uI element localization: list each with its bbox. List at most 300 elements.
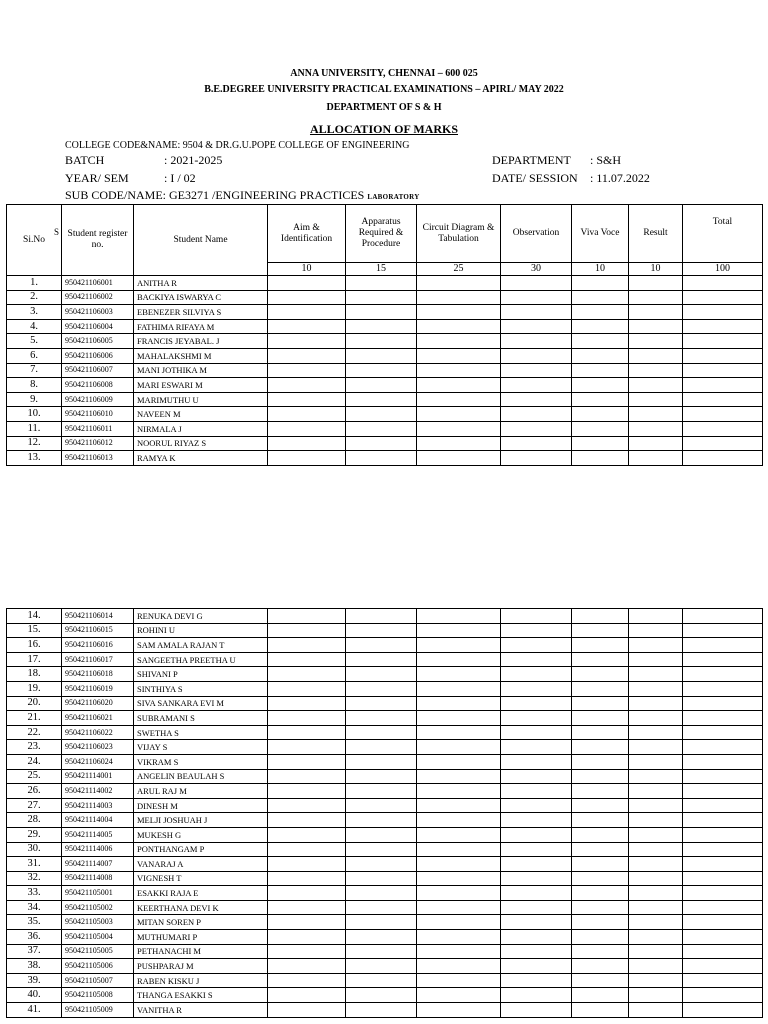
mark-cell[interactable]: [417, 842, 501, 857]
mark-cell[interactable]: [346, 378, 417, 393]
mark-cell[interactable]: [268, 711, 346, 726]
mark-cell[interactable]: [268, 378, 346, 393]
mark-cell[interactable]: [417, 725, 501, 740]
mark-cell[interactable]: [629, 871, 683, 886]
table-body-page-1: [7, 276, 763, 466]
mark-cell[interactable]: [501, 652, 572, 667]
mark-cell[interactable]: [417, 638, 501, 653]
mark-cell[interactable]: [346, 1003, 417, 1018]
mark-cell[interactable]: [629, 392, 683, 407]
table-row: [7, 842, 763, 857]
mark-cell[interactable]: [268, 784, 346, 799]
mark-cell[interactable]: [629, 451, 683, 466]
mark-cell[interactable]: [572, 842, 629, 857]
mark-cell[interactable]: [268, 348, 346, 363]
mark-cell[interactable]: [268, 886, 346, 901]
mark-cell[interactable]: [629, 900, 683, 915]
row-sno: 17.: [7, 652, 62, 667]
mark-cell[interactable]: [501, 378, 572, 393]
mark-cell[interactable]: [268, 769, 346, 784]
mark-cell[interactable]: [683, 842, 763, 857]
mark-cell[interactable]: [629, 305, 683, 320]
mark-cell[interactable]: [629, 681, 683, 696]
mark-cell[interactable]: [346, 886, 417, 901]
mark-cell[interactable]: [501, 827, 572, 842]
mark-cell[interactable]: [572, 436, 629, 451]
mark-cell[interactable]: [572, 652, 629, 667]
mark-cell[interactable]: [346, 740, 417, 755]
mark-cell[interactable]: [572, 407, 629, 422]
mark-cell[interactable]: [572, 305, 629, 320]
mark-cell[interactable]: [572, 276, 629, 291]
mark-cell[interactable]: [572, 392, 629, 407]
mark-cell[interactable]: [501, 407, 572, 422]
mark-cell[interactable]: [346, 334, 417, 349]
mark-cell[interactable]: [346, 290, 417, 305]
mark-cell[interactable]: [501, 711, 572, 726]
mark-cell[interactable]: [417, 711, 501, 726]
mark-cell[interactable]: [629, 290, 683, 305]
mark-cell[interactable]: [268, 407, 346, 422]
mark-cell[interactable]: [683, 305, 763, 320]
mark-cell[interactable]: [417, 609, 501, 624]
mark-cell[interactable]: [572, 609, 629, 624]
mark-cell[interactable]: [683, 857, 763, 872]
mark-cell[interactable]: [346, 784, 417, 799]
mark-cell[interactable]: [683, 623, 763, 638]
mark-cell[interactable]: [683, 392, 763, 407]
mark-cell[interactable]: [346, 609, 417, 624]
mark-cell[interactable]: [501, 421, 572, 436]
mark-cell[interactable]: [417, 451, 501, 466]
mark-cell[interactable]: [346, 436, 417, 451]
mark-cell[interactable]: [683, 769, 763, 784]
mark-cell[interactable]: [268, 638, 346, 653]
mark-cell[interactable]: [501, 1003, 572, 1018]
mark-cell[interactable]: [629, 652, 683, 667]
mark-cell[interactable]: [268, 857, 346, 872]
mark-cell[interactable]: [683, 813, 763, 828]
mark-cell[interactable]: [683, 711, 763, 726]
mark-cell[interactable]: [417, 652, 501, 667]
mark-cell[interactable]: [629, 378, 683, 393]
mark-cell[interactable]: [629, 421, 683, 436]
mark-cell[interactable]: [417, 290, 501, 305]
mark-cell[interactable]: [268, 871, 346, 886]
mark-cell[interactable]: [268, 725, 346, 740]
mark-cell[interactable]: [417, 681, 501, 696]
mark-cell[interactable]: [268, 696, 346, 711]
mark-cell[interactable]: [572, 711, 629, 726]
mark-cell[interactable]: [501, 959, 572, 974]
mark-cell[interactable]: [572, 740, 629, 755]
mark-cell[interactable]: [572, 886, 629, 901]
mark-cell[interactable]: [572, 944, 629, 959]
mark-cell[interactable]: [629, 319, 683, 334]
mark-cell[interactable]: [629, 988, 683, 1003]
mark-cell[interactable]: [572, 696, 629, 711]
mark-cell[interactable]: [268, 930, 346, 945]
mark-cell[interactable]: [417, 813, 501, 828]
mark-cell[interactable]: [629, 754, 683, 769]
mark-cell[interactable]: [268, 290, 346, 305]
row-sno: 8.: [7, 378, 62, 393]
mark-cell[interactable]: [683, 451, 763, 466]
mark-cell[interactable]: [501, 784, 572, 799]
mark-cell[interactable]: [268, 959, 346, 974]
mark-cell[interactable]: [683, 900, 763, 915]
mark-cell[interactable]: [501, 930, 572, 945]
mark-cell[interactable]: [683, 725, 763, 740]
mark-cell[interactable]: [629, 667, 683, 682]
mark-cell[interactable]: [629, 276, 683, 291]
mark-cell[interactable]: [268, 944, 346, 959]
table-row: [7, 988, 763, 1003]
mark-cell[interactable]: [501, 319, 572, 334]
mark-cell[interactable]: [572, 319, 629, 334]
mark-cell[interactable]: [629, 711, 683, 726]
mark-cell[interactable]: [501, 276, 572, 291]
mark-cell[interactable]: [629, 973, 683, 988]
mark-cell[interactable]: [268, 436, 346, 451]
mark-cell[interactable]: [268, 623, 346, 638]
row-register-no: 950421105005: [62, 944, 134, 959]
mark-cell[interactable]: [683, 436, 763, 451]
mark-cell[interactable]: [501, 667, 572, 682]
mark-cell[interactable]: [268, 363, 346, 378]
mark-cell[interactable]: [572, 784, 629, 799]
mark-cell[interactable]: [683, 886, 763, 901]
mark-cell[interactable]: [417, 363, 501, 378]
mark-cell[interactable]: [629, 1003, 683, 1018]
mark-cell[interactable]: [629, 696, 683, 711]
mark-cell[interactable]: [268, 451, 346, 466]
mark-cell[interactable]: [346, 754, 417, 769]
mark-cell[interactable]: [683, 915, 763, 930]
mark-cell[interactable]: [417, 378, 501, 393]
mark-cell[interactable]: [268, 667, 346, 682]
mark-cell[interactable]: [501, 740, 572, 755]
mark-cell[interactable]: [268, 334, 346, 349]
mark-cell[interactable]: [683, 740, 763, 755]
mark-cell[interactable]: [572, 857, 629, 872]
mark-cell[interactable]: [417, 886, 501, 901]
mark-cell[interactable]: [683, 827, 763, 842]
mark-cell[interactable]: [501, 725, 572, 740]
mark-cell[interactable]: [683, 378, 763, 393]
mark-cell[interactable]: [683, 276, 763, 291]
mark-cell[interactable]: [346, 842, 417, 857]
mark-cell[interactable]: [417, 754, 501, 769]
mark-cell[interactable]: [629, 348, 683, 363]
mark-cell[interactable]: [417, 769, 501, 784]
mark-cell[interactable]: [572, 638, 629, 653]
mark-cell[interactable]: [501, 944, 572, 959]
mark-cell[interactable]: [417, 930, 501, 945]
mark-cell[interactable]: [346, 638, 417, 653]
mark-cell[interactable]: [346, 711, 417, 726]
mark-cell[interactable]: [683, 667, 763, 682]
mark-cell[interactable]: [501, 915, 572, 930]
mark-cell[interactable]: [629, 623, 683, 638]
mark-cell[interactable]: [268, 842, 346, 857]
mark-cell[interactable]: [346, 392, 417, 407]
mark-cell[interactable]: [346, 725, 417, 740]
mark-cell[interactable]: [629, 930, 683, 945]
mark-cell[interactable]: [268, 276, 346, 291]
mark-cell[interactable]: [629, 638, 683, 653]
mark-cell[interactable]: [501, 638, 572, 653]
mark-cell[interactable]: [417, 784, 501, 799]
mark-cell[interactable]: [572, 451, 629, 466]
mark-cell[interactable]: [346, 276, 417, 291]
mark-cell[interactable]: [346, 769, 417, 784]
mark-cell[interactable]: [572, 667, 629, 682]
mark-cell[interactable]: [346, 623, 417, 638]
mark-cell[interactable]: [346, 407, 417, 422]
mark-cell[interactable]: [346, 319, 417, 334]
mark-cell[interactable]: [572, 290, 629, 305]
mark-cell[interactable]: [268, 798, 346, 813]
mark-cell[interactable]: [501, 334, 572, 349]
mark-cell[interactable]: [417, 915, 501, 930]
mark-cell[interactable]: [683, 930, 763, 945]
mark-cell[interactable]: [417, 407, 501, 422]
mark-cell[interactable]: [346, 959, 417, 974]
mark-cell[interactable]: [268, 740, 346, 755]
mark-cell[interactable]: [572, 900, 629, 915]
mark-cell[interactable]: [417, 857, 501, 872]
mark-cell[interactable]: [501, 871, 572, 886]
mark-cell[interactable]: [572, 813, 629, 828]
row-sno: 27.: [7, 798, 62, 813]
mark-cell[interactable]: [346, 667, 417, 682]
mark-cell[interactable]: [501, 436, 572, 451]
mark-cell[interactable]: [629, 813, 683, 828]
mark-cell[interactable]: [346, 421, 417, 436]
mark-cell[interactable]: [629, 798, 683, 813]
mark-cell[interactable]: [629, 725, 683, 740]
mark-cell[interactable]: [501, 769, 572, 784]
mark-cell[interactable]: [683, 334, 763, 349]
mark-cell[interactable]: [629, 784, 683, 799]
date-session-label: DATE/ SESSION: [492, 171, 578, 185]
mark-cell[interactable]: [346, 973, 417, 988]
mark-cell[interactable]: [572, 363, 629, 378]
mark-cell[interactable]: [683, 609, 763, 624]
mark-cell[interactable]: [572, 769, 629, 784]
mark-cell[interactable]: [346, 944, 417, 959]
mark-cell[interactable]: [683, 871, 763, 886]
mark-cell[interactable]: [572, 334, 629, 349]
mark-cell[interactable]: [346, 348, 417, 363]
mark-cell[interactable]: [629, 915, 683, 930]
row-student-name: THANGA ESAKKI S: [134, 988, 268, 1003]
mark-cell[interactable]: [572, 754, 629, 769]
mark-cell[interactable]: [572, 959, 629, 974]
mark-cell[interactable]: [268, 915, 346, 930]
mark-cell[interactable]: [346, 305, 417, 320]
mark-cell[interactable]: [572, 421, 629, 436]
mark-cell[interactable]: [683, 421, 763, 436]
mark-cell[interactable]: [501, 305, 572, 320]
mark-cell[interactable]: [683, 652, 763, 667]
mark-cell[interactable]: [417, 973, 501, 988]
mark-cell[interactable]: [683, 784, 763, 799]
mark-cell[interactable]: [417, 305, 501, 320]
mark-cell[interactable]: [417, 334, 501, 349]
mark-cell[interactable]: [417, 827, 501, 842]
mark-cell[interactable]: [683, 973, 763, 988]
mark-cell[interactable]: [629, 334, 683, 349]
mark-cell[interactable]: [268, 813, 346, 828]
mark-cell[interactable]: [346, 363, 417, 378]
mark-cell[interactable]: [683, 407, 763, 422]
mark-cell[interactable]: [629, 944, 683, 959]
mark-cell[interactable]: [629, 886, 683, 901]
mark-cell[interactable]: [629, 436, 683, 451]
mark-cell[interactable]: [572, 871, 629, 886]
mark-cell[interactable]: [417, 871, 501, 886]
mark-cell[interactable]: [417, 900, 501, 915]
mark-cell[interactable]: [501, 798, 572, 813]
mark-cell[interactable]: [629, 740, 683, 755]
mark-cell[interactable]: [268, 421, 346, 436]
mark-cell[interactable]: [572, 930, 629, 945]
mark-cell[interactable]: [629, 827, 683, 842]
mark-cell[interactable]: [572, 378, 629, 393]
mark-cell[interactable]: [572, 725, 629, 740]
mark-cell[interactable]: [572, 348, 629, 363]
mark-cell[interactable]: [572, 1003, 629, 1018]
mark-cell[interactable]: [346, 988, 417, 1003]
year-sem-label: YEAR/ SEM: [65, 171, 129, 185]
mark-cell[interactable]: [346, 813, 417, 828]
mark-cell[interactable]: [572, 973, 629, 988]
mark-cell[interactable]: [683, 363, 763, 378]
mark-cell[interactable]: [268, 900, 346, 915]
mark-cell[interactable]: [268, 305, 346, 320]
mark-cell[interactable]: [417, 623, 501, 638]
mark-cell[interactable]: [501, 290, 572, 305]
mark-cell[interactable]: [417, 667, 501, 682]
mark-cell[interactable]: [417, 1003, 501, 1018]
mark-cell[interactable]: [417, 988, 501, 1003]
mark-cell[interactable]: [629, 407, 683, 422]
mark-cell[interactable]: [683, 988, 763, 1003]
mark-cell[interactable]: [683, 319, 763, 334]
mark-cell[interactable]: [683, 754, 763, 769]
mark-cell[interactable]: [417, 319, 501, 334]
mark-cell[interactable]: [268, 609, 346, 624]
mark-cell[interactable]: [629, 842, 683, 857]
mark-cell[interactable]: [683, 290, 763, 305]
mark-cell[interactable]: [501, 681, 572, 696]
mark-cell[interactable]: [268, 652, 346, 667]
mark-cell[interactable]: [346, 871, 417, 886]
mark-cell[interactable]: [683, 638, 763, 653]
mark-cell[interactable]: [683, 798, 763, 813]
mark-cell[interactable]: [501, 609, 572, 624]
mark-cell[interactable]: [501, 842, 572, 857]
mark-cell[interactable]: [417, 740, 501, 755]
mark-cell[interactable]: [417, 696, 501, 711]
mark-cell[interactable]: [683, 944, 763, 959]
mark-cell[interactable]: [268, 392, 346, 407]
mark-cell[interactable]: [501, 392, 572, 407]
mark-cell[interactable]: [417, 421, 501, 436]
mark-cell[interactable]: [572, 681, 629, 696]
mark-cell[interactable]: [268, 754, 346, 769]
mark-cell[interactable]: [501, 886, 572, 901]
mark-cell[interactable]: [629, 769, 683, 784]
mark-cell[interactable]: [572, 623, 629, 638]
mark-cell[interactable]: [501, 857, 572, 872]
mark-cell[interactable]: [268, 827, 346, 842]
mark-cell[interactable]: [346, 681, 417, 696]
mark-cell[interactable]: [629, 609, 683, 624]
mark-cell[interactable]: [501, 900, 572, 915]
mark-cell[interactable]: [501, 348, 572, 363]
mark-cell[interactable]: [346, 798, 417, 813]
mark-cell[interactable]: [346, 900, 417, 915]
mark-cell[interactable]: [417, 348, 501, 363]
mark-cell[interactable]: [629, 959, 683, 974]
mark-cell[interactable]: [572, 827, 629, 842]
mark-cell[interactable]: [501, 623, 572, 638]
mark-cell[interactable]: [683, 681, 763, 696]
mark-cell[interactable]: [572, 915, 629, 930]
mark-cell[interactable]: [501, 754, 572, 769]
mark-cell[interactable]: [346, 696, 417, 711]
mark-cell[interactable]: [629, 857, 683, 872]
mark-cell[interactable]: [629, 363, 683, 378]
mark-cell[interactable]: [417, 959, 501, 974]
max-mark: 10: [268, 263, 346, 276]
mark-cell[interactable]: [417, 798, 501, 813]
row-register-no: 950421114004: [62, 813, 134, 828]
mark-cell[interactable]: [268, 973, 346, 988]
mark-cell[interactable]: [346, 930, 417, 945]
mark-cell[interactable]: [501, 451, 572, 466]
table-row: [7, 652, 763, 667]
mark-cell[interactable]: [346, 857, 417, 872]
mark-cell[interactable]: [572, 798, 629, 813]
mark-cell[interactable]: [346, 915, 417, 930]
mark-cell[interactable]: [417, 436, 501, 451]
mark-cell[interactable]: [501, 988, 572, 1003]
mark-cell[interactable]: [501, 363, 572, 378]
mark-cell[interactable]: [683, 1003, 763, 1018]
mark-cell[interactable]: [501, 973, 572, 988]
mark-cell[interactable]: [346, 827, 417, 842]
mark-cell[interactable]: [346, 451, 417, 466]
mark-cell[interactable]: [346, 652, 417, 667]
mark-cell[interactable]: [417, 944, 501, 959]
mark-cell[interactable]: [268, 988, 346, 1003]
mark-cell[interactable]: [683, 959, 763, 974]
mark-cell[interactable]: [417, 392, 501, 407]
mark-cell[interactable]: [683, 696, 763, 711]
mark-cell[interactable]: [417, 276, 501, 291]
mark-cell[interactable]: [572, 988, 629, 1003]
mark-cell[interactable]: [268, 319, 346, 334]
mark-cell[interactable]: [268, 1003, 346, 1018]
mark-cell[interactable]: [683, 348, 763, 363]
mark-cell[interactable]: [501, 813, 572, 828]
mark-cell[interactable]: [501, 696, 572, 711]
mark-cell[interactable]: [268, 681, 346, 696]
